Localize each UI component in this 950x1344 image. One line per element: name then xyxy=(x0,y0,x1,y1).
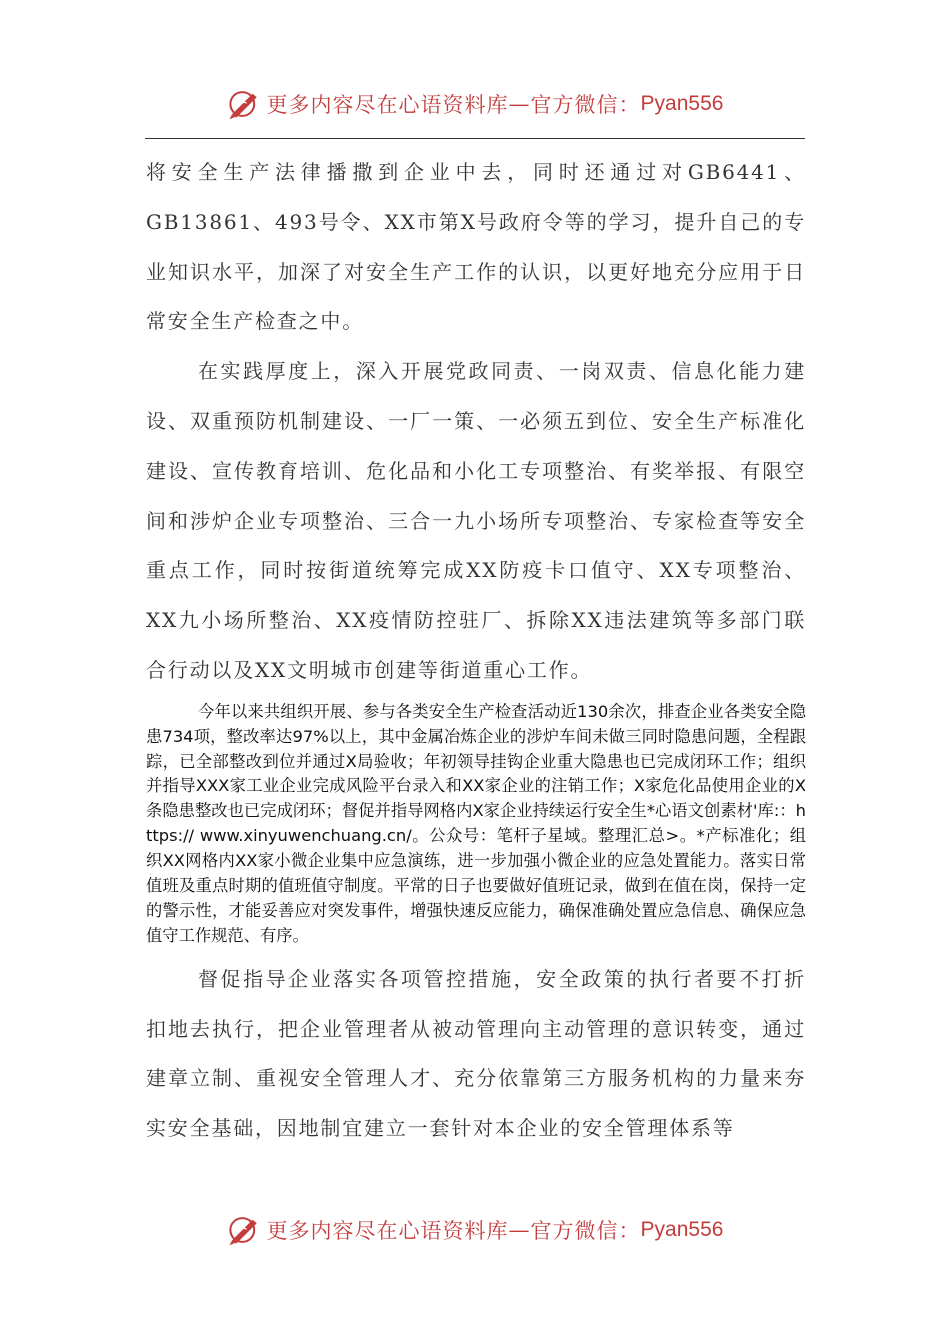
pen-seal-logo-icon xyxy=(227,87,261,121)
document-body xyxy=(146,148,806,1154)
banner-dash: — xyxy=(508,92,531,116)
footer-slogan: 更多内容尽在心语资料库 xyxy=(266,1219,509,1243)
footer-wechat-label: 官方微信： xyxy=(530,1219,641,1243)
paragraph-2: 在实践厚度上，深入开展党政同责、一岗双责、信息化能力建设、双重预防机制建设、一厂一策、一必须五到位、安全生产标准化建设、宣传教育培训、危化品和小化工专项整治、有奖举报、有限空间和涉炉企业专项整治、三合一九小场所专项整治、专家检查等安全重点工作，同时按街道统筹完成XX防疫卡口值守、XX专项整治、XX九小场所整治、XX疫情防控驻厂、拆除XX违法建筑等多部门联合行动以及XX文明城市创建等街道重心工作。 xyxy=(146,359,806,682)
banner-slogan: 更多内容尽在心语资料库 xyxy=(266,93,509,117)
header-divider xyxy=(145,138,805,139)
banner-wechat-id: Pyan556 xyxy=(640,92,724,115)
footer-wechat-id: Pyan556 xyxy=(640,1218,724,1241)
header-banner xyxy=(0,84,950,124)
pen-seal-logo-icon xyxy=(227,1213,261,1247)
banner-wechat-label: 官方微信： xyxy=(530,93,641,117)
paragraph-3: 今年以来共组织开展、参与各类安全生产检查活动近130余次，排查企业各类安全隐患734项，整改率达97%以上，其中金属冶炼企业的涉炉车间未做三同时隐患问题，全程跟踪，已全部整改到位并通过X局验收；年初领导挂钩企业重大隐患也已完成闭环工作；组织并指导XXX家工业企业完成风险平台录入和XX家企业的注销工作；X家危化品使用企业的X条隐患整改也已完成闭环；督促并指导网格内X家企业持续运行安全生*心语文创素材'库:：https:// www.xinyuwenchuang.cn/。公众号：笔杆子星域。整理汇总>。*产标准化；组织XX网格内XX家小微企业集中应急演练，进一步加强小微企业的应急处置能力。落实日常值班及重点时期的值班值守制度。平常的日子也要做好值班记录，做到在值在岗，保持一定的警示性，才能妥善应对突发事件，增强快速反应能力，确保准确处置应急信息、确保应急值守工作规范、有序。 xyxy=(146,701,806,945)
paragraph-1: 将安全生产法律播撒到企业中去，同时还通过对GB6441、GB13861、493号令、XX市第X号政府令等的学习，提升自己的专业知识水平，加深了对安全生产工作的认识，以更好地充分应用于日常安全生产检查之中。 xyxy=(146,160,806,334)
footer-banner xyxy=(0,1210,950,1250)
footer-dash: — xyxy=(508,1218,531,1242)
paragraph-4: 督促指导企业落实各项管控措施，安全政策的执行者要不打折扣地去执行，把企业管理者从被动管理向主动管理的意识转变，通过建章立制、重视安全管理人才、充分依靠第三方服务机构的力量来夯实安全基础，因地制宜建立一套针对本企业的安全管理体系等 xyxy=(146,966,806,1141)
